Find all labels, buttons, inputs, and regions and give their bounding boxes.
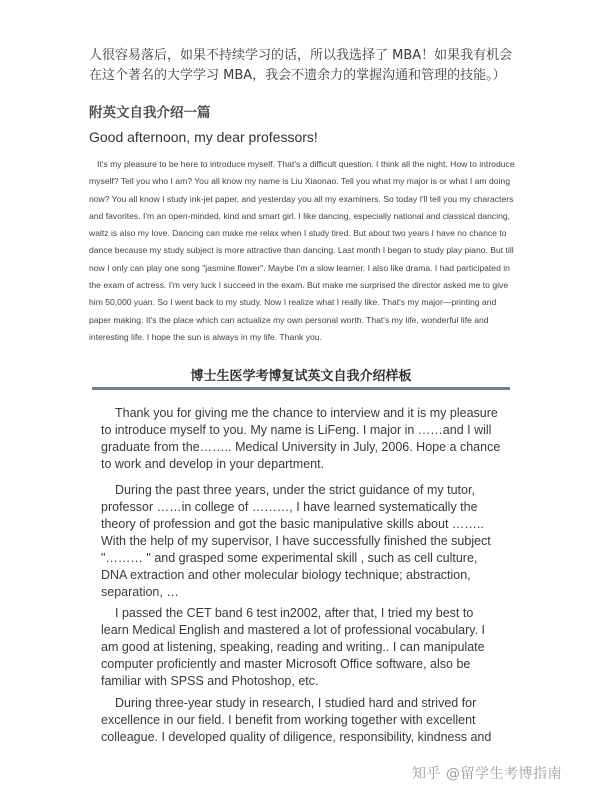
section-title: 博士生医学考博复试英文自我介绍样板 — [190, 369, 412, 384]
greeting-line: Good afternoon, my dear professors! — [89, 129, 318, 145]
title-underline-divider — [92, 387, 510, 390]
body-paragraph-3: I passed the CET band 6 test in2002, after that, I tried my best to learn Medical English and mastered a lot of professional vocabulary. I am good at listening, speaking, reading and writing.. I can manipulate computer proficiently and master Microsoft Office software, also be familiar with SPSS and Photoshop, etc. — [101, 606, 486, 688]
self-intro-body: It's my pleasure to be here to introduce myself. That's a difficult question. I think all the night. How to introduce myself? Tell you who I am? You all know my name is Liu Xiaonao. Tell you what my major is or what I am doing now? You all know I study ink-jet paper, and yesterday you all my examiners. So today I'll tell you my characters and favorites. I'm an open-minded, kind and smart girl. I like dancing, especially national and classical dancing, waltz is also my love. Dancing can make me relax when I study tired. But about two years I have no chance to dance because my study subject is more attractive than dancing. Last month I began to study play piano. But till now I only can play one song "jasmine flower". Maybe I'm a slow learner. I also like drama. I had participated in the exam of actress. I'm very luck I succeed in the exam. But make me surprised the director asked me to give him 50,000 yuan. So I went back to my study. Now I realize what I really like. That's my major—printing and paper making. It's the place which can actualize my own personal worth. That's my life, wonderful life and interesting life. I hope the sun is always in my life. Thank you. — [89, 159, 515, 342]
zhihu-watermark: 知乎 @留学生考博指南 — [412, 766, 562, 782]
appendix-heading: 附英文自我介绍一篇 — [89, 105, 211, 121]
body-paragraph-2: During the past three years, under the strict guidance of my tutor, professor ……in college of ………, I have learned systematically the theory of profession and got the basic manipulative skills about …….. With the help of my supervisor, I have successfully finished the subject "……… " and grasped some experimental skill , such as cell culture, DNA extraction and other molecular biology technique; abstraction, separation, … — [101, 483, 491, 599]
intro-chinese-paragraph: 人很容易落后，如果不持续学习的话，所以我选择了 MBA！如果我有机会在这个著名的大学学习 MBA，我会不遗余力的掌握沟通和管理的技能。） — [89, 48, 513, 83]
body-paragraph-4: During three-year study in research, I studied hard and strived for excellence in our field. I benefit from working together with excellent colleague. I developed quality of diligence, responsibility, kindness and — [101, 696, 492, 744]
body-paragraph-1: Thank you for giving me the chance to interview and it is my pleasure to introduce myself to you. My name is LiFeng. I major in ……and I will graduate from the…….. Medical University in July, 2006. Hope a chance to work and develop in your department. — [101, 406, 501, 471]
